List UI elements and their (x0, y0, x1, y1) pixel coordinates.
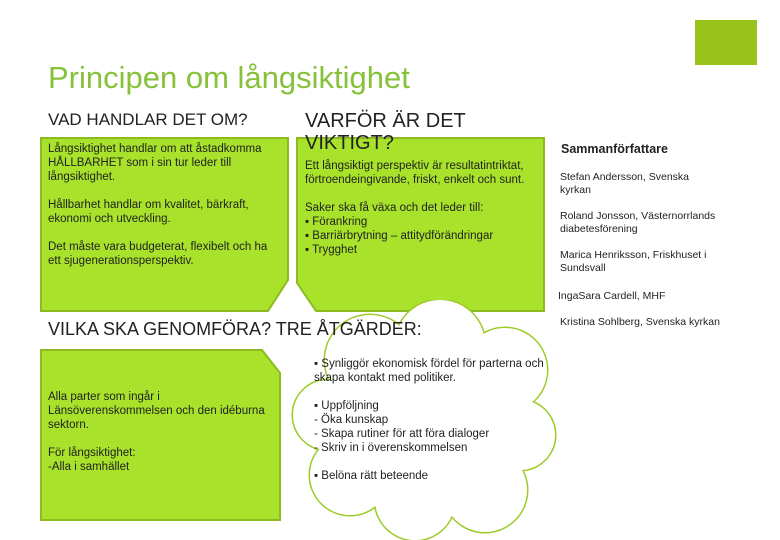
section3-text (48, 390, 268, 474)
list-item: ▪ Förankring (305, 216, 368, 228)
cloud-text (314, 357, 546, 483)
sub-item: - Öka kunskap (314, 414, 389, 426)
author: Marica Henriksson, Friskhuset i Sundsvall (560, 249, 707, 274)
list-item: ▪ Barriärbrytning – attitydförändringar (305, 230, 494, 242)
paragraph: Det måste vara budgeterat, flexibelt och ha ett sjugenerationsperspektiv. (48, 241, 268, 267)
slide-title: Principen om långsiktighet (48, 60, 410, 95)
author: Roland Jonsson, Västernorrlands diabetesförening (560, 210, 716, 235)
authors-heading: Sammanförfattare (561, 142, 668, 156)
paragraph: -Alla i samhället (48, 461, 130, 473)
paragraph: Alla parter som ingår i Länsöverenskommelsen och den idéburna sektorn. (48, 391, 265, 431)
paragraph: Ett långsiktigt perspektiv är resultatintriktat, förtroendeingivande, friskt, enkelt och sunt. (305, 160, 525, 186)
section2-text (305, 159, 540, 257)
author: Kristina Sohlberg, Svenska kyrkan (560, 316, 720, 328)
list-item: ▪ Uppföljning (314, 400, 379, 412)
section3-heading: VILKA SKA GENOMFÖRA? TRE ÅTGÄRDER: (48, 319, 422, 339)
section2-heading: VARFÖR ÄR DET VIKTIGT? (305, 110, 466, 154)
paragraph: Långsiktighet handlar om att åstadkomma HÅLLBARHET som i sin tur leder till långsiktighet. (48, 143, 262, 183)
paragraph: Hållbarhet handlar om kvalitet, bärkraft, ekonomi och utveckling. (48, 199, 249, 225)
list-item: ▪ Synliggör ekonomisk fördel för parterna och skapa kontakt med politiker. (314, 358, 544, 384)
list-item: ▪ Belöna rätt beteende (314, 470, 429, 482)
sub-item: - Skriv in i överenskommelsen (314, 442, 468, 454)
author: IngaSara Cardell, MHF (558, 290, 666, 302)
section1-text (48, 142, 283, 282)
list-intro: Saker ska få växa och det leder till: (305, 202, 484, 214)
list-item: ▪ Trygghet (305, 244, 358, 256)
accent-square (695, 20, 757, 65)
section1-heading: VAD HANDLAR DET OM? (48, 110, 248, 129)
author: Stefan Andersson, Svenska kyrkan (560, 171, 689, 196)
sub-item: - Skapa rutiner för att föra dialoger (314, 428, 490, 440)
paragraph: För långsiktighet: (48, 447, 136, 459)
